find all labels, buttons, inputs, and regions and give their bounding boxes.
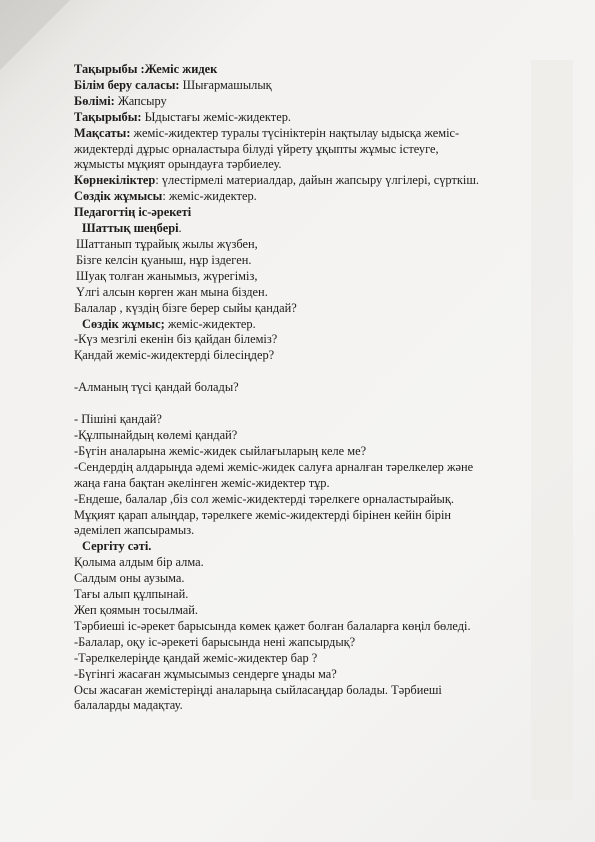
vocab2-label: Сөздік жұмыс;	[82, 316, 165, 331]
closing-line: -Тәрелкелеріңде қандай жеміс-жидектер бар ?	[74, 650, 318, 665]
activity-heading	[74, 205, 544, 221]
question-apple-color: -Алманың түсі қандай болады?	[74, 380, 239, 395]
topic-label: Тақырыбы:	[74, 109, 142, 124]
question-line: - Пішіні қандай?	[74, 412, 162, 427]
question-line: -Сендердің алдарыңда әдемі жеміс-жидек салуға арналған тәрелкелер және	[74, 459, 474, 474]
question-line: -Күз мезгілі екенін біз қайдан білеміз?	[74, 332, 278, 347]
topic-line	[74, 110, 544, 126]
visual-line	[74, 173, 544, 189]
activity-heading-text: Педагогтің іс-әрекеті	[74, 205, 192, 220]
field-line	[74, 78, 544, 94]
vocab2-line	[74, 317, 544, 333]
question-line: жаңа ғана бақтан әкелінген жеміс-жидектер тұр.	[74, 475, 330, 490]
circle-line	[74, 221, 544, 237]
break-heading-text: Сергіту сәті.	[82, 539, 152, 554]
goal-line-3: жұмысты мұқият орындауға тәрбиелеу.	[74, 157, 282, 172]
closing-line: Осы жасаған жемістеріңді аналарыңа сыйласаңдар болады. Тәрбиеші	[74, 682, 442, 697]
title-value: Жеміс жидек	[144, 62, 218, 76]
vocab2-value: жеміс-жидектер.	[164, 316, 256, 331]
field-value: Шығармашылық	[179, 77, 272, 92]
closing-line: -Балалар, оқу іс-әрекеті барысында нені жапсырдық?	[74, 634, 356, 649]
poem-line: Шуақ толған жанымыз, жүрегіміз,	[76, 268, 258, 283]
goal-text-1: жеміс-жидектер туралы түсініктерін нақтылау ыдысқа жеміс-	[130, 125, 460, 140]
vocab-line	[74, 189, 544, 205]
break-poem-line: Тағы алып құлпынай.	[74, 587, 189, 602]
break-poem-line: Қолыма алдым бір алма.	[74, 555, 204, 570]
closing-line: Тәрбиеші іс-әрекет барысында көмек қажет болған балаларға көңіл бөледі.	[74, 618, 471, 633]
poem-line: Бізге келсін қуаныш, нұр іздеген.	[76, 252, 252, 267]
circle-label: Шаттық шеңбері	[82, 221, 179, 236]
folded-corner-shadow	[0, 0, 70, 70]
break-heading	[74, 539, 544, 555]
section-label: Бөлімі:	[74, 93, 115, 108]
blank-line	[74, 396, 544, 412]
question-line: Қандай жеміс-жидектерді білесіңдер?	[74, 348, 275, 363]
question-line: Мұқият қарап алыңдар, тәрелкеге жеміс-жидектерді бірінен кейін бірін	[74, 507, 452, 522]
break-poem-line: Салдым оны аузыма.	[74, 571, 185, 586]
closing-line: -Бүгінгі жасаған жұмысымыз сендерге ұнады ма?	[74, 666, 337, 681]
blank-line	[74, 364, 544, 380]
section-value: Жапсыру	[114, 93, 167, 108]
topic-value: Ыдыстағы жеміс-жидектер.	[141, 109, 291, 124]
section-line	[74, 94, 544, 110]
vocab-value: : жеміс-жидектер.	[162, 189, 257, 204]
poem-line: Шаттанып тұрайық жылы жүзбен,	[76, 236, 258, 251]
field-label: Білім беру саласы:	[74, 77, 180, 92]
goal-line-2: жидектерді дұрыс орналастыра білуді үйрету ұқыпты жұмыс істеуге,	[74, 141, 439, 156]
visual-label: Көрнекіліктер	[74, 173, 156, 188]
circle-dot: .	[178, 221, 182, 236]
vocab-label: Сөздік жұмысы	[74, 189, 163, 204]
question-line: -Ендеше, балалар ,біз сол жеміс-жидектерді тәрелкеге орналастырайық.	[74, 491, 454, 506]
poem-line: Үлгі алсын көрген жан мына бізден.	[76, 284, 268, 299]
question-line: әдемілеп жапсырамыз.	[74, 523, 195, 538]
break-poem-line: Жеп қоямын тосылмай.	[74, 603, 199, 617]
goal-label: Мақсаты:	[74, 125, 131, 140]
title-line	[74, 62, 544, 78]
question-line: -Бүгін аналарына жеміс-жидек сыйлағыларың келе ме?	[74, 443, 367, 458]
title-label: Тақырыбы :	[74, 62, 145, 76]
closing-line: балаларды мадақтау.	[74, 698, 183, 713]
question-autumn-gift: Балалар , күздің бізге берер сыйы қандай?	[74, 300, 297, 315]
goal-line-1	[74, 126, 544, 142]
question-line: -Құлпынайдың көлемі қандай?	[74, 428, 238, 443]
visual-value: : үлестірмелі материалдар, дайын жапсыру үлгілері, сүрткіш.	[155, 173, 479, 188]
document-page	[74, 62, 544, 714]
